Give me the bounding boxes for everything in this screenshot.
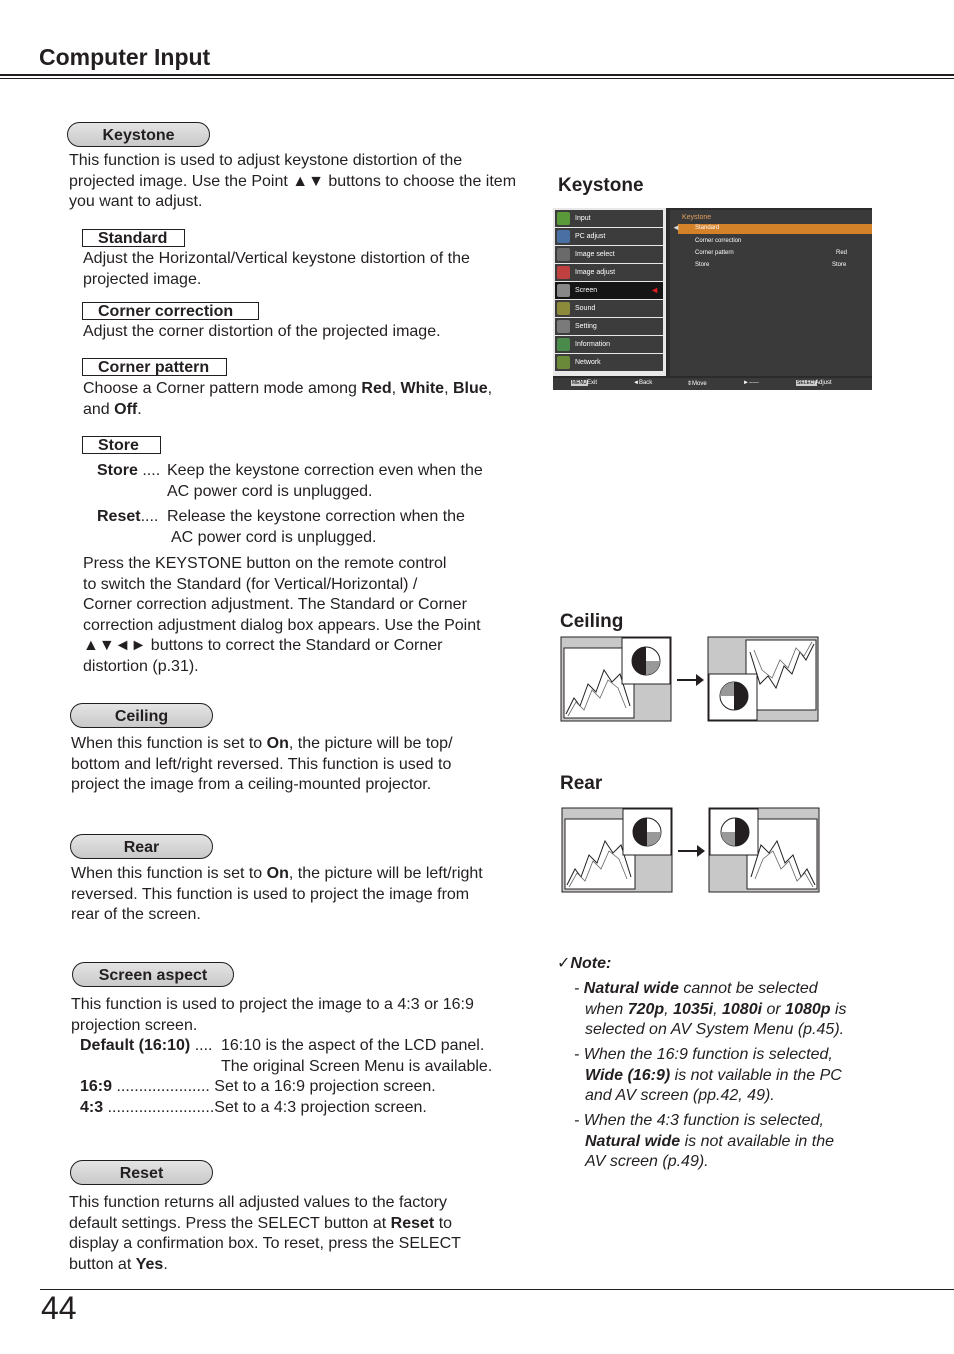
- rear-pill: Rear: [70, 834, 213, 859]
- image-adjust-icon: [557, 266, 570, 279]
- ceiling-heading: Ceiling: [560, 611, 624, 632]
- rear-before-image: [562, 808, 672, 892]
- footer-rule: [40, 1289, 954, 1290]
- note-heading: ✓Note:: [557, 955, 612, 972]
- ceiling-before-image: [561, 637, 671, 721]
- menu-row-store: Store: [695, 262, 710, 268]
- standard-label: Standard: [82, 229, 185, 247]
- store-label: Store: [82, 436, 161, 454]
- corner-correction-label: Corner correction: [82, 302, 259, 320]
- sound-icon: [557, 302, 570, 315]
- note-item-3: - When the 4:3 function is selected, Natural wide is not available in the AV screen (p.49).: [574, 1112, 835, 1170]
- keystone-pill: Keystone: [67, 122, 210, 147]
- ceiling-after-image: [708, 637, 818, 721]
- default-term: Default (16:10) ....: [80, 1037, 213, 1054]
- menu-back-arrow-icon: ◄: [672, 223, 680, 232]
- store-term: Store ....: [97, 462, 161, 479]
- pc-adjust-icon: [557, 230, 570, 243]
- menu-panel: [670, 210, 872, 376]
- corner-correction-text: Adjust the corner distortion of the projected image.: [83, 323, 441, 340]
- standard-text: Adjust the Horizontal/Vertical keystone distortion of the projected image.: [83, 250, 470, 288]
- menu-row-corner-pattern-value: Red: [836, 250, 848, 256]
- screen-aspect-intro: This function is used to project the image to a 4:3 or 16:9 projection screen.: [71, 996, 474, 1034]
- menu-footer: MENU Exit ◄Back ⇕Move ►----- SELECT Adjust: [553, 378, 872, 390]
- ratio-4-3: 4:3 ........................Set to a 4:3 projection screen.: [80, 1099, 427, 1116]
- page-number: 44: [41, 1290, 77, 1326]
- rear-after-image: [709, 808, 819, 892]
- menu-sidebar: [553, 208, 666, 376]
- reset-text: This function returns all adjusted values to the factory default settings. Press the SELECT button at Reset to display a confirmation box. To reset, press the SELECT button at Yes.: [69, 1194, 461, 1273]
- store-desc: Keep the keystone correction even when the AC power cord is unplugged.: [167, 462, 483, 500]
- menu-item-information: Information: [555, 336, 663, 353]
- setting-icon: [557, 320, 570, 333]
- reset-pill: Reset: [70, 1160, 213, 1185]
- rear-text: When this function is set to On, the picture will be left/right reversed. This function is used to project the image from rear of the screen.: [71, 865, 483, 923]
- menu-item-image-select: Image select: [555, 246, 663, 263]
- ceiling-arrow: [677, 674, 704, 686]
- check-icon: ✓: [557, 955, 571, 972]
- screen-aspect-pill: Screen aspect: [72, 962, 234, 987]
- reset-term: Reset....: [97, 508, 159, 525]
- corner-pattern-label: Corner pattern: [82, 358, 227, 376]
- network-icon: [557, 356, 570, 369]
- rear-arrow: [678, 845, 705, 857]
- ceiling-text: When this function is set to On, the picture will be top/ bottom and left/right reversed. This function is used to project the image from a ceiling-mounted projector.: [71, 735, 453, 793]
- rear-heading: Rear: [560, 773, 603, 794]
- menu-item-sound: Sound: [555, 300, 663, 317]
- ceiling-diagram: [560, 636, 822, 724]
- menu-item-setting: Setting: [555, 318, 663, 335]
- page-title: Computer Input: [39, 44, 211, 70]
- information-icon: [557, 338, 570, 351]
- note-item-1: - Natural wide cannot be selected when 720p, 1035i, 1080i or 1080p is selected on AV System Menu (p.45).: [574, 980, 847, 1038]
- reset-desc: Release the keystone correction when the AC power cord is unplugged.: [167, 508, 465, 546]
- corner-pattern-text: Choose a Corner pattern mode among Red, White, Blue, and Off.: [83, 380, 493, 418]
- note-item-2: - When the 16:9 function is selected, Wide (16:9) is not vailable in the PC and AV screen (pp.42, 49).: [574, 1046, 842, 1104]
- image-select-icon: [557, 248, 570, 261]
- keystone-press-text: Press the KEYSTONE button on the remote control to switch the Standard (for Vertical/Horizontal) / Corner correction adjustment. The Standard or Corner correction adjustment dialog box appears. Use the Point ▲▼◄► buttons to correct the Standard or Corner distortion (p.31).: [83, 555, 481, 675]
- selected-arrow-icon: ◄: [650, 285, 659, 295]
- menu-item-image-adjust: Image adjust: [555, 264, 663, 281]
- menu-row-standard: Standard: [695, 225, 720, 231]
- keystone-menu-screenshot: [553, 208, 872, 390]
- menu-row-corner-pattern: Corner pattern: [695, 250, 734, 256]
- menu-item-screen: Screen ◄: [555, 282, 663, 299]
- keystone-intro: This function is used to adjust keystone distortion of the projected image. Use the Point ▲▼ buttons to choose the item you want to adjust.: [69, 152, 517, 210]
- menu-panel-title: Keystone: [682, 214, 712, 221]
- keystone-heading: Keystone: [558, 175, 644, 196]
- header-rule-thin: [0, 78, 954, 79]
- menu-item-input: Input: [555, 210, 663, 227]
- menu-row-store-value: Store: [832, 262, 847, 268]
- ratio-16-9: 16:9 ..................... Set to a 16:9 projection screen.: [80, 1078, 436, 1095]
- input-icon: [557, 212, 570, 225]
- rear-diagram: [561, 807, 823, 895]
- menu-row-corner-correction: Corner correction: [695, 238, 742, 244]
- menu-item-pc-adjust: PC adjust: [555, 228, 663, 245]
- default-desc: 16:10 is the aspect of the LCD panel. The original Screen Menu is available.: [221, 1037, 493, 1075]
- menu-item-network: Network: [555, 354, 663, 371]
- screen-icon: [557, 284, 570, 297]
- header-rule: [0, 74, 954, 76]
- ceiling-pill: Ceiling: [70, 703, 213, 728]
